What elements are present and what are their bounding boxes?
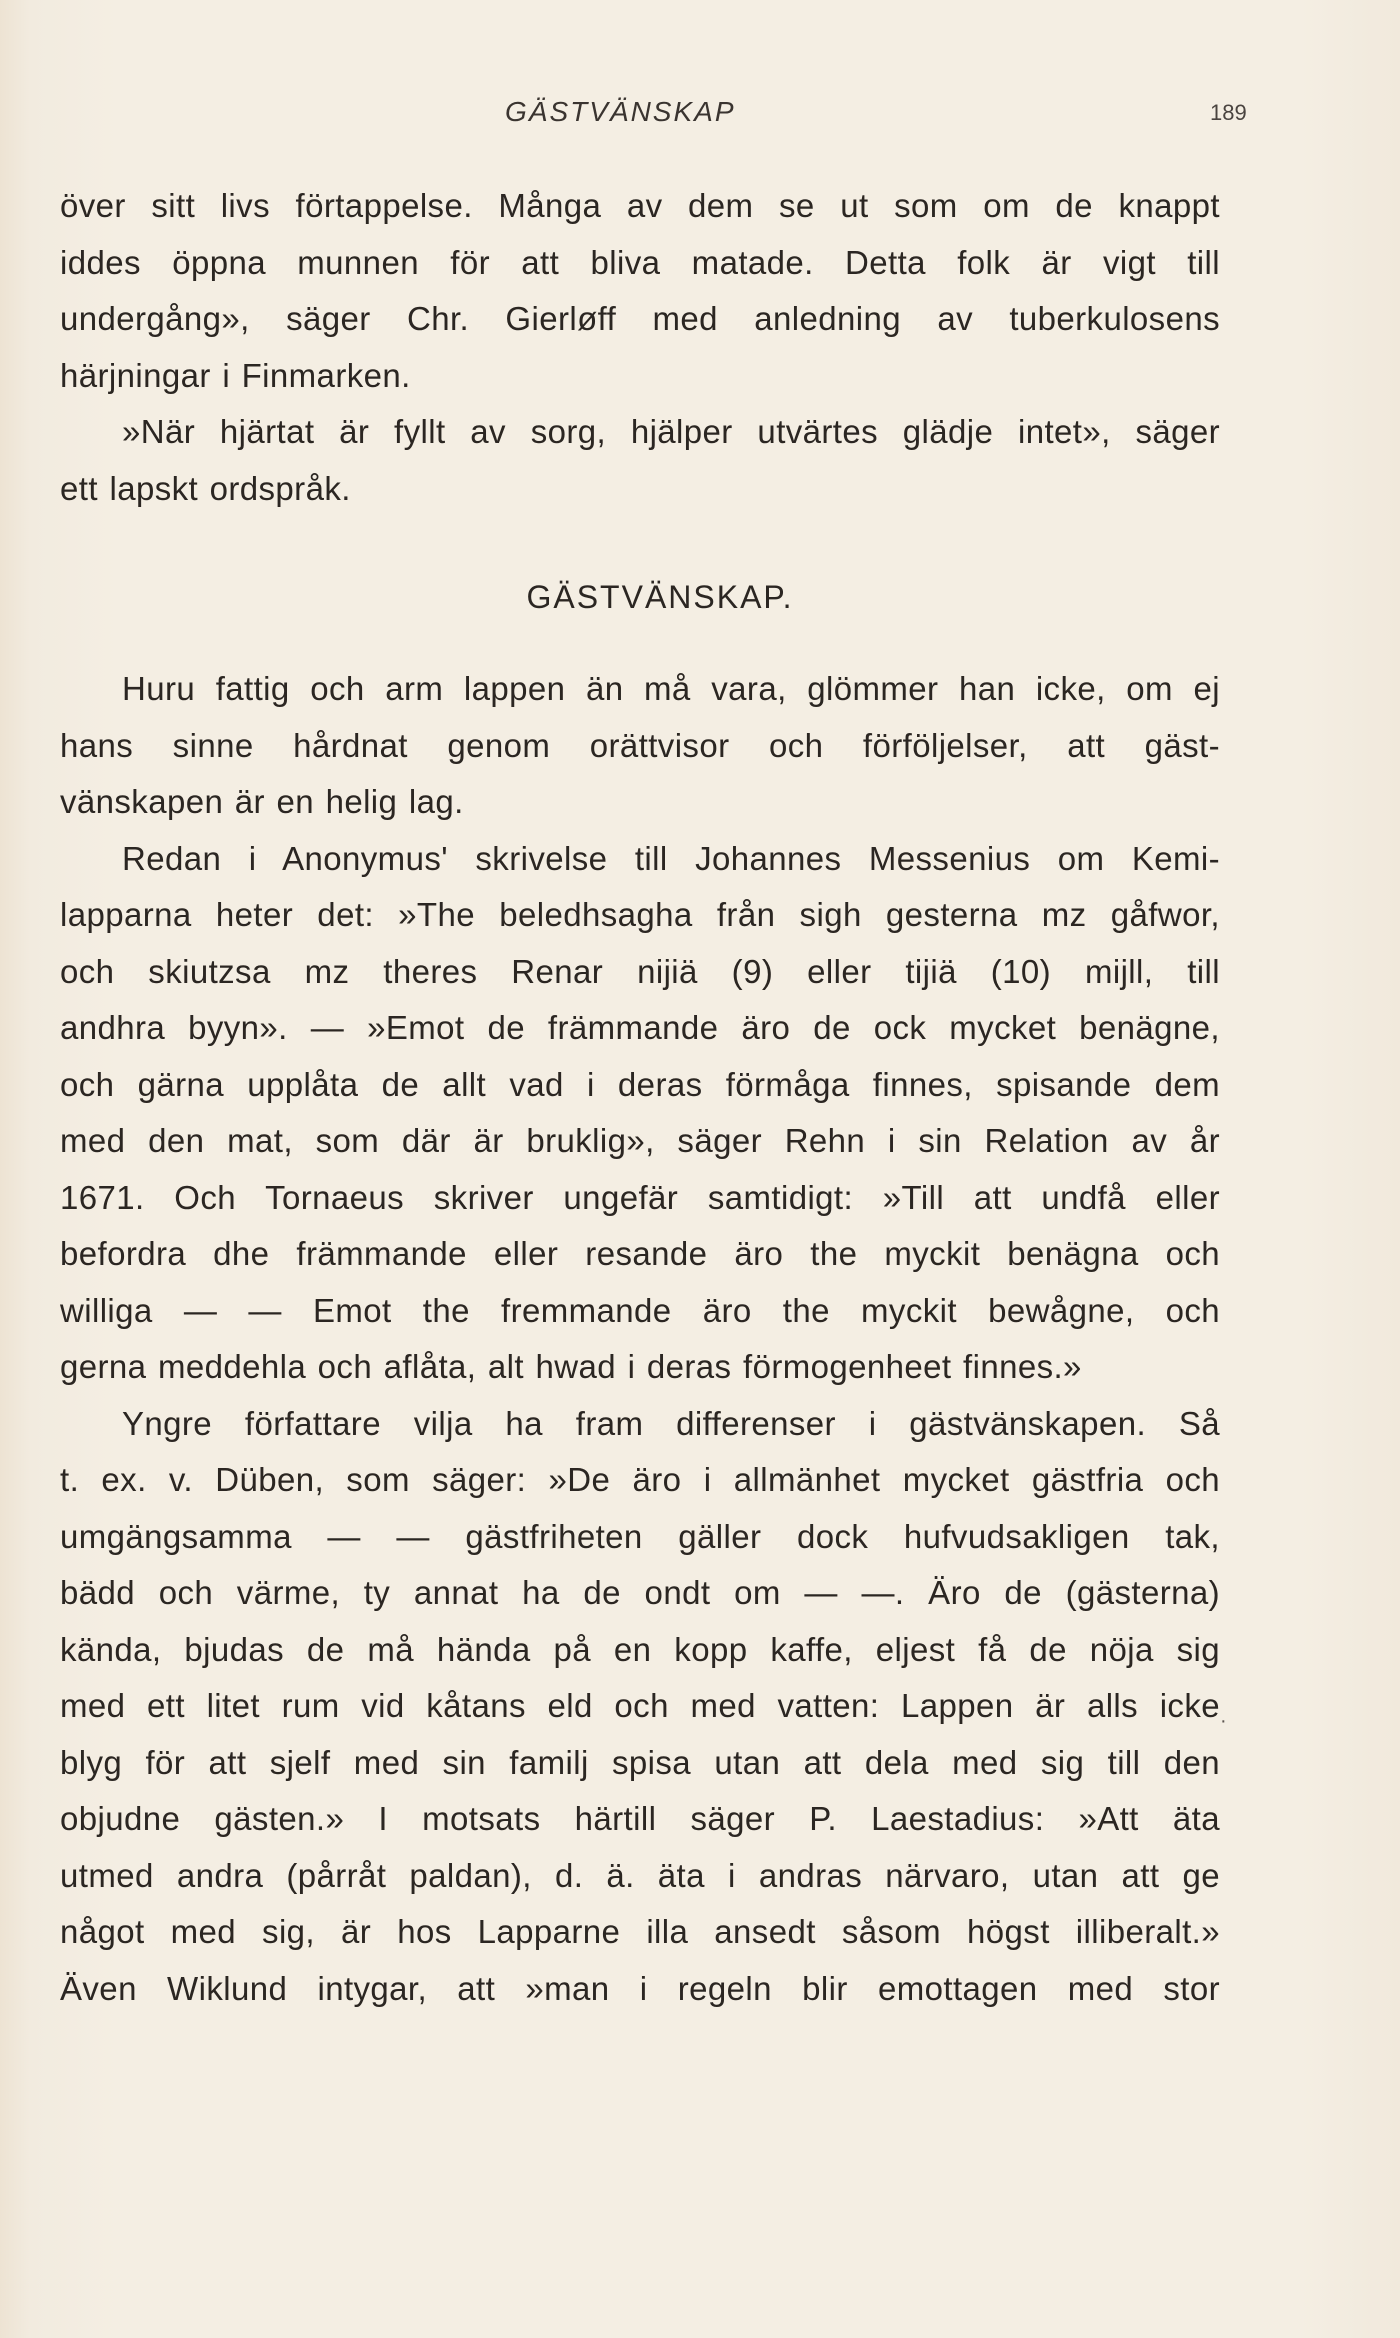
text-line: befordra dhe främmande eller resande äro the myckit benägna och: [60, 1235, 1220, 1272]
text-line: iddes öppna munnen för att bliva matade. Detta folk är vigt till: [60, 243, 1220, 281]
text-line: med den mat, som där är bruklig», säger Rehn i sin Relation av år: [60, 1122, 1220, 1159]
text-line: och gärna upplåta de allt vad i deras förmåga finnes, spisande dem: [60, 1065, 1220, 1103]
text-line: något med sig, är hos Lapparne illa ansedt såsom högst illiberalt.»: [60, 1913, 1220, 1950]
text-line: lapparna heter det: »The beledhsagha från sigh gesterna mz gåfwor,: [60, 896, 1220, 933]
text-line: vänskapen är en helig lag.: [60, 783, 464, 820]
text-line: gerna meddehla och aflåta, alt hwad i deras förmogenheet finnes.»: [60, 1348, 1082, 1385]
gutter-mark: ·: [1220, 1710, 1227, 1732]
text-line: bädd och värme, ty annat ha de ondt om — —. Äro de (gästerna): [60, 1574, 1220, 1611]
page-number: 189: [1210, 100, 1247, 125]
text-line: williga — — Emot the fremmande äro the myckit bewågne, och: [60, 1291, 1220, 1329]
paragraph-5: [60, 1396, 1220, 2018]
text-line: Redan i Anonymus' skrivelse till Johannes Messenius om Kemi-: [122, 839, 1220, 877]
text-line: med ett litet rum vid kåtans eld och med vatten: Lappen är alls icke: [60, 1687, 1220, 1724]
text-line: ett lapskt ordspråk.: [60, 469, 351, 507]
text-line: blyg för att sjelf med sin familj spisa utan att dela med sig till den: [60, 1743, 1220, 1781]
body-text: [60, 178, 1220, 2017]
text-line: kända, bjudas de må hända på en kopp kaffe, eljest få de nöja sig: [60, 1630, 1220, 1668]
text-line: undergång», säger Chr. Gierløff med anledning av tuberkulosens: [60, 300, 1220, 337]
section-heading: GÄSTVÄNSKAP.: [526, 579, 794, 615]
text-line: 1671. Och Tornaeus skriver ungefär samtidigt: »Till att undfå eller: [60, 1178, 1220, 1216]
text-line: och skiutzsa mz theres Renar nijiä (9) eller tijiä (10) mijll, till: [60, 952, 1220, 990]
text-line: andhra byyn». — »Emot de främmande äro de ock mycket benägne,: [60, 1009, 1220, 1046]
text-line: Huru fattig och arm lappen än må vara, glömmer han icke, om ej: [122, 670, 1220, 707]
paragraph-1: [60, 178, 1220, 404]
text-line: Yngre författare vilja ha fram differenser i gästvänskapen. Så: [122, 1404, 1220, 1442]
paragraph-3: [60, 661, 1220, 831]
paragraph-2: [60, 404, 1220, 517]
paragraph-4: [60, 831, 1220, 1396]
running-head: [0, 96, 1400, 136]
text-line: objudne gästen.» I motsats härtill säger P. Laestadius: »Att äta: [60, 1800, 1220, 1837]
running-title: GÄSTVÄNSKAP: [505, 96, 736, 127]
text-line: umgängsamma — — gästfriheten gäller dock hufvudsakligen tak,: [60, 1517, 1220, 1555]
text-line: utmed andra (pårråt paldan), d. ä. äta i andras närvaro, utan att ge: [60, 1856, 1220, 1894]
text-line: härjningar i Finmarken.: [60, 356, 411, 394]
text-line: »När hjärtat är fyllt av sorg, hjälper utvärtes glädje intet», säger: [122, 413, 1220, 450]
text-line: hans sinne hårdnat genom orättvisor och förföljelser, att gäst-: [60, 726, 1220, 764]
text-line: Även Wiklund intygar, att »man i regeln blir emottagen med stor: [60, 1969, 1220, 2007]
text-line: t. ex. v. Düben, som säger: »De äro i allmänhet mycket gästfria och: [60, 1461, 1220, 1498]
text-line: över sitt livs förtappelse. Många av dem se ut som om de knappt: [60, 187, 1220, 224]
